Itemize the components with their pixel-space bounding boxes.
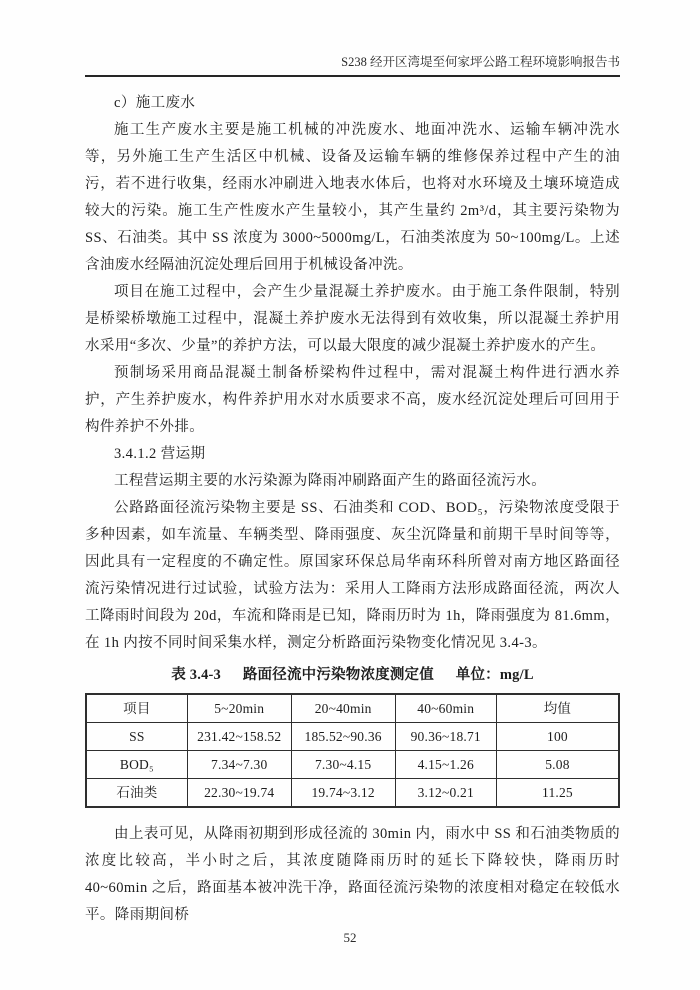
table-caption-unit: 单位：mg/L [455,667,534,683]
column-header-5-20min: 5~20min [187,694,291,723]
table-cell: 100 [496,723,619,751]
table-cell: 22.30~19.74 [187,779,291,808]
page-header [85,54,620,77]
table-row-bod5 [86,751,619,779]
table-cell: 11.25 [496,779,619,808]
header-title: S238 经开区湾堤至何家坪公路工程环境影响报告书 [341,55,620,69]
column-header-40-60min: 40~60min [395,694,496,723]
table-cell: 3.12~0.21 [395,779,496,808]
table-row-ss [86,723,619,751]
table-cell: 90.36~18.71 [395,723,496,751]
table-cell: 7.30~4.15 [291,751,395,779]
table-cell: SS [86,723,187,751]
column-header-average: 均值 [496,694,619,723]
table-cell: 4.15~1.26 [395,751,496,779]
page-number: 52 [343,930,357,945]
page-footer [0,930,700,946]
table-cell: 石油类 [86,779,187,808]
paragraph-runoff-test: 公路路面径流污染物主要是 SS、石油类和 COD、BOD₅，污染物浓度受限于多种因素，如车流量、车辆类型、降雨强度、灰尘沉降量和前期干旱时间等等，因此具有一定程度的不确定性。原国家环保总局华南环科所曾对南方地区路面径流污染情况进行过试验，试验方法为：采用人工降雨方法形成路面径流，两次人工降雨时间段为 20d，车流和降雨是已知，降雨历时为 1h，降雨强度为 81.6mm，在 1h 内按不同时间采集水样，测定分析路面污染物变化情况见 3.4-3。 [85,500,620,651]
table-cell: 5.08 [496,751,619,779]
heading-construction-wastewater: c）施工废水 [114,95,196,111]
table-cell: 7.34~7.30 [187,751,291,779]
table-caption-title: 路面径流中污染物浓度测定值 [242,667,434,683]
table-cell: BOD₅ [86,751,187,779]
table-cell: 19.74~3.12 [291,779,395,808]
pollutant-concentration-table [85,693,620,808]
paragraph-concrete-curing: 项目在施工过程中，会产生少量混凝土养护废水。由于施工条件限制，特别是桥梁桥墩施工过程中，混凝土养护废水无法得到有效收集，所以混凝土养护用水采用“多次、少量”的养护方法，可以最大限度的减少混凝土养护废水的产生。 [85,284,620,354]
paragraph-precast-yard: 预制场采用商品混凝土制备桥梁构件过程中，需对混凝土构件进行洒水养护，产生养护废水，构件养护用水对水质要求不高，废水经沉淀处理后可回用于构件养护不外排。 [85,365,620,435]
section-heading-operation-period: 3.4.1.2 营运期 [114,446,206,462]
table-cell: 185.52~90.36 [291,723,395,751]
table-caption [85,662,620,689]
paragraph-conclusion: 由上表可见，从降雨初期到形成径流的 30min 内，雨水中 SS 和石油类物质的浓度比较高，半小时之后，其浓度随降雨历时的延长下降较快，降雨历时 40~60min 之后，路面基本被冲洗干净，路面径流污染物的浓度相对稳定在较低水平。降雨期间桥 [85,826,620,923]
paragraph-operation-source: 工程营运期主要的水污染源为降雨冲刷路面产生的路面径流污水。 [114,473,547,489]
table-row-petroleum [86,779,619,808]
column-header-item: 项目 [86,694,187,723]
table-cell: 231.42~158.52 [187,723,291,751]
document-content [85,90,620,929]
table-header-row [86,694,619,723]
paragraph-construction-wastewater: 施工生产废水主要是施工机械的冲洗废水、地面冲洗水、运输车辆冲洗水等，另外施工生产生活区中机械、设备及运输车辆的维修保养过程中产生的油污，若不进行收集，经雨水冲刷进入地表水体后，也将对水环境及土壤环境造成较大的污染。施工生产性废水产生量较小，其产生量约 2m³/d，其主要污染物为 SS、石油类。其中 SS 浓度为 3000~5000mg/L，石油类浓度为 50~100mg/L。上述含油废水经隔油沉淀处理后回用于机械设备冲洗。 [85,122,620,273]
table-caption-label: 表 3.4-3 [171,667,222,683]
column-header-20-40min: 20~40min [291,694,395,723]
